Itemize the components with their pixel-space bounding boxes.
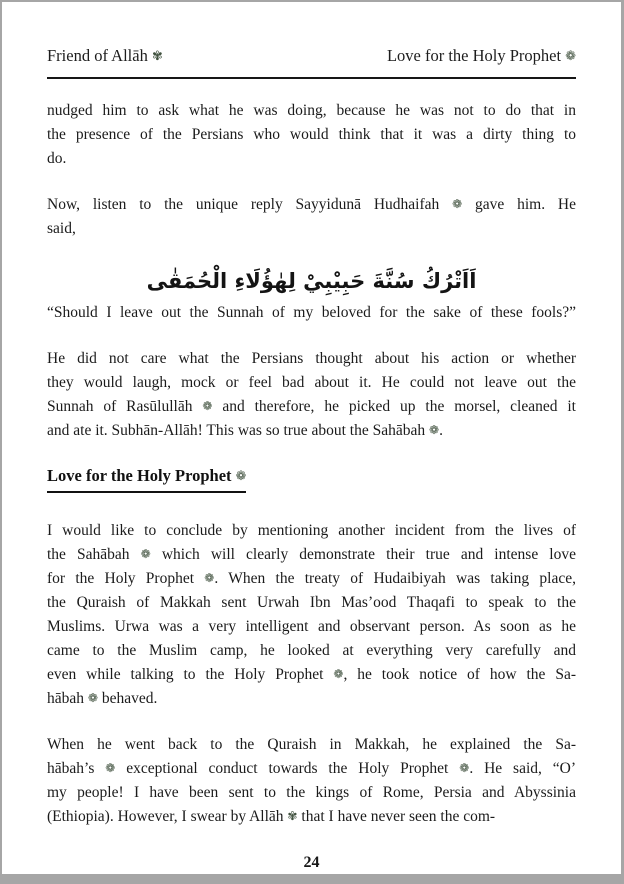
quote-translation [47,301,576,325]
running-header [47,46,576,68]
text-line: for the Holy Prophet ❁. When the treaty of Hudaibiyah was taking place, [47,570,576,587]
text-line: “Should I leave out the Sunnah of my beloved for the sake of these fools?” [47,304,576,321]
header-right-title: Love for the Holy Prophet ❁ [386,46,576,65]
text-line: Muslims. Urwa was a very intelligent and observant person. As soon as he [47,618,576,635]
arabic-verse: اَاَتْرُكُ سُنَّةَ حَبِيْبِيْ لِهٰؤُلَاءِ الْحُمَقٰى [146,269,477,293]
paragraph-2 [47,193,576,241]
text-line: and ate it. Subhān-Allāh! This was so true about the Sahābah ❁. [47,422,443,439]
honorific-seal-icon: ❁ [452,197,463,211]
paragraph-5 [47,733,576,829]
text-line: said, [47,220,76,237]
text-line: nudged him to ask what he was doing, because he was not to do that in [47,102,576,119]
honorific-seal-icon: ❁ [565,49,576,64]
honorific-seal-icon: ❁ [87,691,99,705]
honorific-seal-icon: ❁ [459,761,470,775]
text-line: came to the Muslim camp, he looked at everything very carefully and [47,642,576,659]
honorific-seal-icon: ✾ [287,809,298,823]
text-line: do. [47,150,67,167]
page-number: 24 [303,854,320,871]
text-line: they would laugh, mock or feel bad about it. He could not leave out the [47,374,576,391]
honorific-seal-icon: ❁ [333,667,344,681]
honorific-seal-icon: ❁ [105,761,116,775]
text-line: I would like to conclude by mentioning another incident from the lives of [47,522,576,539]
text-line: Now, listen to the unique reply Sayyidunā Hudhaifah ❁ gave him. He [47,196,576,213]
paragraph-4 [47,519,576,711]
honorific-seal-icon: ✾ [151,49,163,64]
page-content [2,46,621,873]
paragraph-1 [47,99,576,171]
text-line: the Quraish of Makkah sent Urwah Ibn Mas’ood Thaqafi to speak to the [47,594,576,611]
text-line: even while talking to the Holy Prophet ❁, he took notice of how the Sa- [47,666,576,683]
header-left-title: Friend of Allāh ✾ [47,46,163,65]
header-rule [47,77,576,79]
text-line: hābah ❁ behaved. [47,690,158,707]
honorific-seal-icon: ❁ [202,399,213,413]
text-line: (Ethiopia). However, I swear by Allāh ✾ that I have never seen the com- [47,808,496,825]
text-line: my people! I have been sent to the kings of Rome, Persia and Abyssinia [47,784,576,801]
text-line: the presence of the Persians who would think that it was a dirty thing to [47,126,576,143]
text-line: He did not care what the Persians thought about his action or whether [47,350,576,367]
honorific-seal-icon: ❁ [140,547,151,561]
honorific-seal-icon: ❁ [235,469,247,484]
text-line: the Sahābah ❁ which will clearly demonstrate their true and intense love [47,546,576,563]
paragraph-3 [47,347,576,443]
text-line: When he went back to the Quraish in Makkah, he explained the Sa- [47,736,576,753]
honorific-seal-icon: ❁ [204,571,215,585]
text-line: Sunnah of Rasūlullāh ❁ and therefore, he picked up the morsel, cleaned it [47,398,576,415]
book-page [2,2,621,874]
honorific-seal-icon: ❁ [428,423,440,437]
section-heading [47,465,576,493]
text-line: hābah’s ❁ exceptional conduct towards the Holy Prophet ❁. He said, “O’ [47,760,576,777]
section-heading-text: Love for the Holy Prophet ❁ [47,465,246,493]
